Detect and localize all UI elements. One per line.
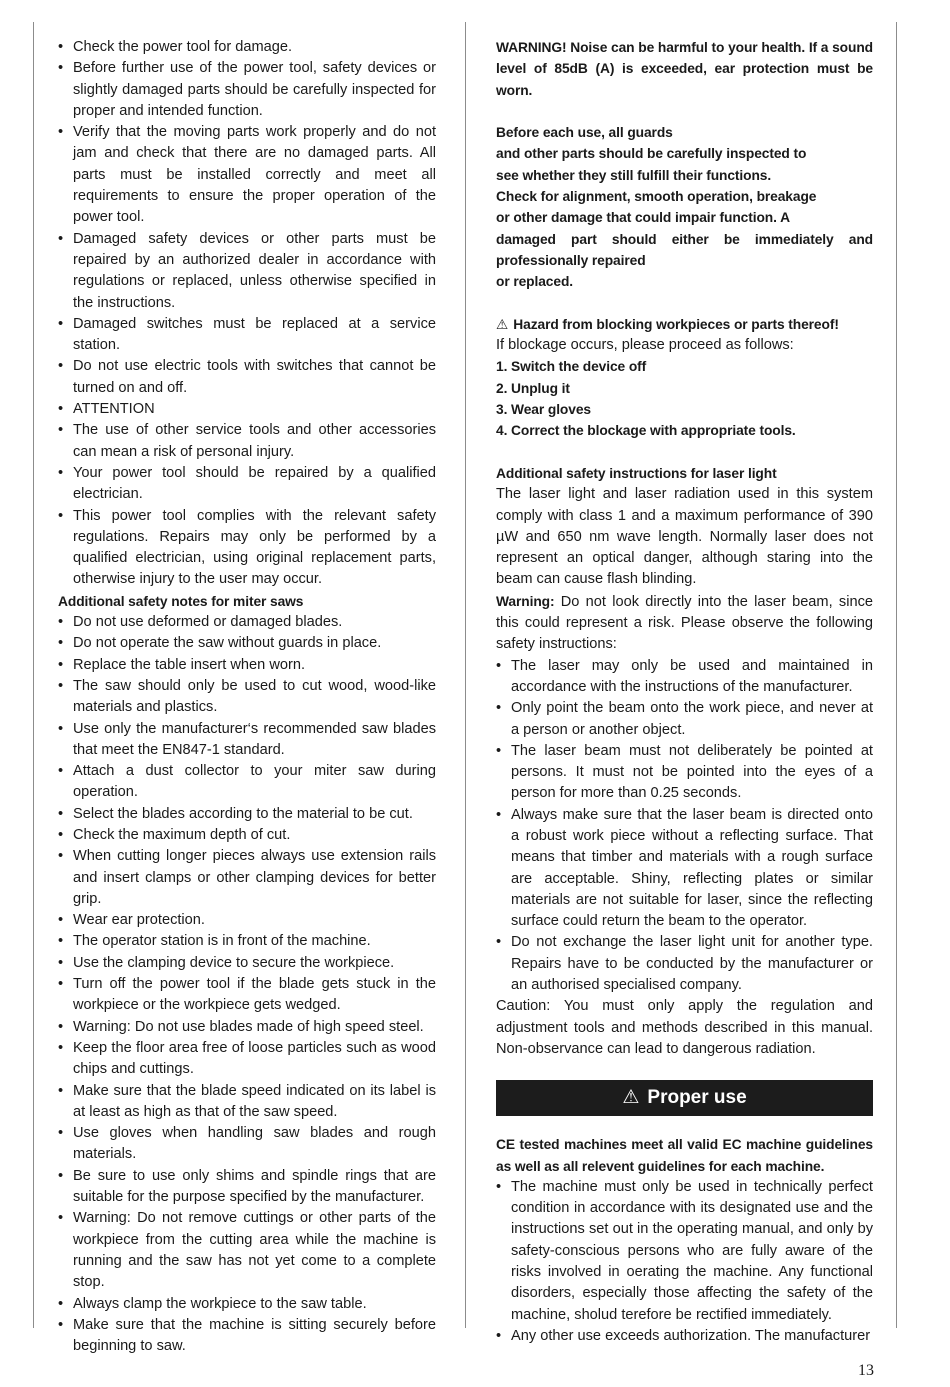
hazard-heading: [496, 314, 873, 335]
blockage-step: 2. Unplug it: [496, 380, 570, 396]
warning-triangle-icon: ⚠: [622, 1087, 640, 1109]
blockage-step: 1. Switch the device off: [496, 359, 647, 375]
list-item: • Use only the manufacturer‘s recommended saw blades that meet the EN847-1 standard.: [58, 719, 436, 762]
noise-warning: WARNING! Noise can be harmful to your health. If a sound level of 85dB (A) is exceeded, ear protection must be worn.: [496, 40, 873, 98]
page-number: 13: [858, 1362, 874, 1379]
list-item: • Verify that the moving parts work properly and do not jam and check that there are no damaged parts. All parts must be installed correctly and meet all requirements to ensure the proper operation of the power tool.: [58, 122, 436, 228]
hazard-heading-text: Hazard from blocking workpieces or parts thereof!: [513, 316, 839, 332]
right-column: [496, 37, 873, 1347]
list-item: • Use gloves when handling saw blades and rough materials.: [58, 1123, 436, 1166]
list-item: • Do not exchange the laser light unit for another type. Repairs have to be conducted by the manufacturer or an authorised specialised company.: [496, 932, 873, 996]
column-divider-rule: [465, 22, 466, 1328]
list-item: • Do not use deformed or damaged blades.: [58, 612, 436, 633]
guards-line: or replaced.: [496, 274, 574, 290]
list-item: • Always clamp the workpiece to the saw table.: [58, 1294, 436, 1315]
right-margin-rule: [896, 22, 897, 1328]
list-item: • This power tool complies with the relevant safety regulations. Repairs may only be performed by a qualified electrician, using original replacement parts, otherwise injury to the user may occur.: [58, 506, 436, 591]
guards-line: damaged part should either be immediately and professionally repaired: [496, 231, 873, 268]
miter-saw-heading: Additional safety notes for miter saws: [58, 593, 304, 609]
miter-saw-safety-list: [58, 612, 436, 1357]
guards-line: see whether they still fulfill their functions.: [496, 167, 772, 183]
proper-use-list: [496, 1177, 873, 1347]
list-item: • Before further use of the power tool, safety devices or slightly damaged parts should be carefully inspected for proper and intended function.: [58, 58, 436, 122]
list-item: • Damaged safety devices or other parts must be repaired by an authorized dealer in accordance with regulations or replaced, unless otherwise specified in the instructions.: [58, 229, 436, 314]
list-item: • The saw should only be used to cut wood, wood-like materials and plastics.: [58, 676, 436, 719]
list-item: • Damaged switches must be replaced at a service station.: [58, 314, 436, 357]
power-tool-safety-list: [58, 37, 436, 591]
list-item: • Any other use exceeds authorization. The manufacturer: [496, 1326, 873, 1347]
list-item: • The use of other service tools and other accessories can mean a risk of personal injury.: [58, 420, 436, 463]
laser-warning-label: Warning:: [496, 593, 555, 609]
laser-safety-list: [496, 656, 873, 997]
laser-text: The laser light and laser radiation used in this system comply with class 1 and a maximum performance of 390 µW and 650 nm wave length. Normally laser does not represent an optical danger, although staring into the beam can cause flash blinding.: [496, 486, 873, 588]
list-item: • Warning: Do not use blades made of high speed steel.: [58, 1017, 436, 1038]
list-item: • Be sure to use only shims and spindle rings that are suitable for the purpose specified by the manufacturer.: [58, 1166, 436, 1209]
list-item: • Check the maximum depth of cut.: [58, 825, 436, 846]
list-item: • Make sure that the machine is sitting securely before beginning to saw.: [58, 1315, 436, 1358]
list-item: • Replace the table insert when worn.: [58, 655, 436, 676]
list-item: • Warning: Do not remove cuttings or other parts of the workpiece from the cutting area while the machine is running and the saw has not yet come to a complete stop.: [58, 1208, 436, 1293]
proper-use-banner: [496, 1080, 873, 1116]
blockage-step: 4. Correct the blockage with appropriate tools.: [496, 423, 796, 439]
list-item: • Keep the floor area free of loose particles such as wood chips and cuttings.: [58, 1038, 436, 1081]
left-column: [58, 37, 436, 1357]
list-item: • The operator station is in front of the machine.: [58, 931, 436, 952]
list-item: • Do not operate the saw without guards in place.: [58, 633, 436, 654]
guards-line: Before each use, all guards: [496, 125, 673, 141]
list-item: • The machine must only be used in technically perfect condition in accordance with its designated use and the instructions set out in the operating manual, and only by safety-conscious persons who are fully aware of the risks involved in oerating the machine. Any functional disorders, especially those affecting the safety of the machine, sholud terefore be rectified immediately.: [496, 1177, 873, 1326]
list-item: • When cutting longer pieces always use extension rails and insert clamps or other clamping devices for better grip.: [58, 846, 436, 910]
list-item: • Check the power tool for damage.: [58, 37, 436, 58]
list-item: • Attach a dust collector to your miter saw during operation.: [58, 761, 436, 804]
list-item: • Make sure that the blade speed indicated on its label is at least as high as that of the saw speed.: [58, 1081, 436, 1124]
list-item: • Always make sure that the laser beam is directed onto a robust work piece without a reflecting surface. That means that timber and materials with a rough surface are acceptable. Shiny, reflecting plates or similar materials are not suitable for laser, since the reflecting surface could return the beam to the operator.: [496, 805, 873, 933]
guards-line: and other parts should be carefully inspected to: [496, 146, 807, 162]
list-item: • Turn off the power tool if the blade gets stuck in the workpiece or the workpiece gets wedged.: [58, 974, 436, 1017]
guards-line: Check for alignment, smooth operation, breakage: [496, 189, 817, 205]
list-item: • Only point the beam onto the work piece, and never at a person or another object.: [496, 698, 873, 741]
list-item: • Use the clamping device to secure the workpiece.: [58, 953, 436, 974]
list-item: • Select the blades according to the material to be cut.: [58, 804, 436, 825]
caution-text: Caution: You must only apply the regulation and adjustment tools and methods described in this manual. Non-observance can lead to dangerous radiation.: [496, 998, 873, 1057]
banner-title: Proper use: [647, 1087, 747, 1109]
laser-heading: Additional safety instructions for laser light: [496, 465, 777, 481]
laser-warning-text: Do not look directly into the laser beam, since this could represent a risk. Please observe the following safety instructions:: [496, 593, 873, 653]
ce-text: CE tested machines meet all valid EC machine guidelines as well as all relevent guidelines for each machine.: [496, 1137, 873, 1174]
blockage-step: 3. Wear gloves: [496, 402, 591, 418]
warning-triangle-icon: ⚠: [496, 316, 509, 332]
list-item: • ATTENTION: [58, 399, 436, 420]
guards-line: or other damage that could impair function. A: [496, 210, 790, 226]
list-item: • Your power tool should be repaired by a qualified electrician.: [58, 463, 436, 506]
laser-warning: [496, 591, 873, 656]
blockage-intro: If blockage occurs, please proceed as follows:: [496, 337, 794, 354]
guards-inspection-block: [496, 122, 873, 292]
left-margin-rule: [33, 22, 34, 1328]
list-item: • Do not use electric tools with switches that cannot be turned on and off.: [58, 356, 436, 399]
list-item: • Wear ear protection.: [58, 910, 436, 931]
list-item: • The laser beam must not deliberately be pointed at persons. It must not be pointed into the eyes of a person for more than 0.25 seconds.: [496, 741, 873, 805]
list-item: • The laser may only be used and maintained in accordance with the instructions of the manufacturer.: [496, 656, 873, 699]
